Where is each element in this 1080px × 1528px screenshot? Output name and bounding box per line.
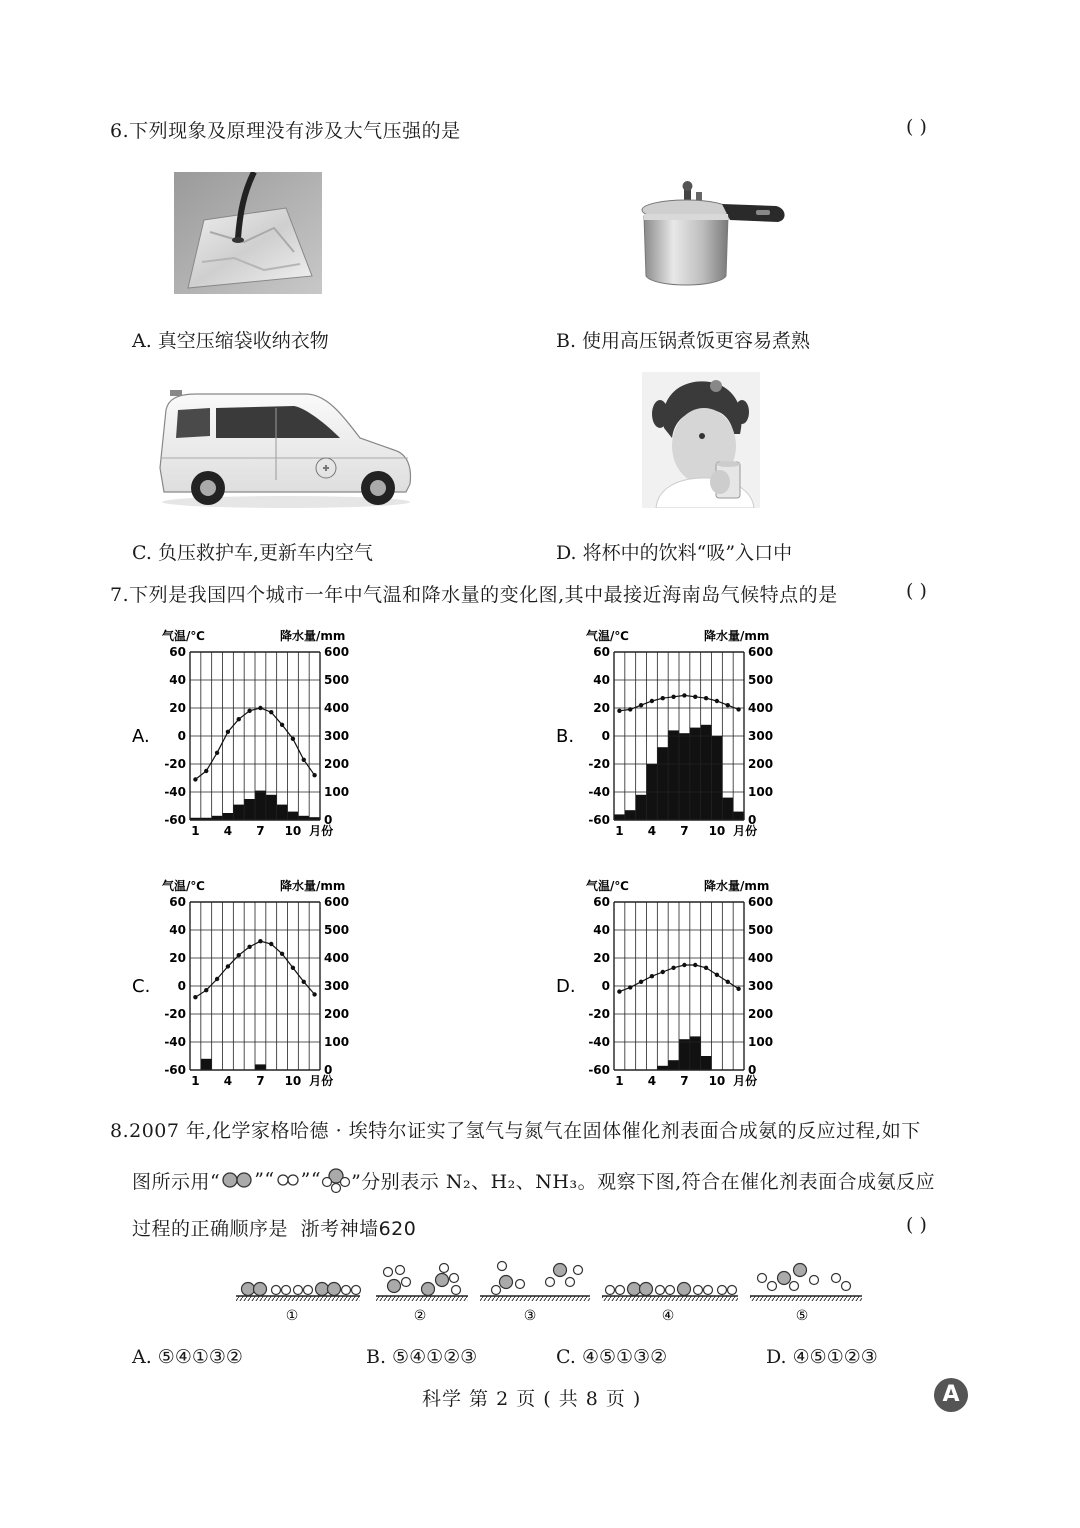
- temperature-point: [650, 699, 654, 703]
- temperature-tick-label: -40: [164, 785, 186, 799]
- temperature-tick-label: 0: [601, 979, 610, 993]
- month-tick-label: 1: [615, 824, 624, 838]
- precipitation-bar: [668, 730, 679, 820]
- climograph-svg: [130, 876, 360, 1096]
- precipitation-bar: [277, 805, 288, 820]
- month-tick-label: 10: [284, 824, 302, 838]
- nh3-molecule-icon: [321, 1166, 351, 1194]
- temperature-point: [193, 995, 197, 999]
- month-tick-label: 10: [284, 1074, 302, 1088]
- temperature-point: [215, 977, 219, 981]
- month-tick-label: 1: [191, 824, 200, 838]
- vacuum-bag-image: [174, 172, 322, 294]
- q8-stem-line1: 8.2007 年,化学家格哈德 · 埃特尔证实了氢气与氮气在固体催化剂表面合成氨的反应过程,如下: [110, 1120, 921, 1142]
- precipitation-tick-label: 400: [324, 701, 350, 715]
- precipitation-tick-label: 400: [748, 701, 774, 715]
- temperature-point: [204, 988, 208, 992]
- precipitation-tick-label: 600: [748, 895, 774, 909]
- q8-stem-line3: [132, 1214, 416, 1241]
- temperature-tick-label: 60: [169, 895, 186, 909]
- h2-molecule-icon: [275, 1170, 301, 1190]
- temperature-tick-label: 0: [601, 729, 610, 743]
- climograph-b: [554, 626, 784, 846]
- climograph-svg: [554, 876, 784, 1096]
- precipitation-tick-label: 600: [324, 645, 350, 659]
- temperature-point: [312, 773, 316, 777]
- temperature-point: [312, 992, 316, 996]
- temperature-tick-label: 60: [593, 645, 610, 659]
- precipitation-bar: [255, 1064, 266, 1070]
- step-1-surface: [236, 1296, 360, 1301]
- climograph-letter: A.: [132, 726, 150, 747]
- precipitation-tick-label: 200: [748, 757, 774, 771]
- temperature-point: [247, 709, 251, 713]
- temperature-tick-label: 20: [169, 951, 186, 965]
- precipitation-bar: [679, 1039, 690, 1070]
- temperature-point: [715, 699, 719, 703]
- temperature-point: [280, 723, 284, 727]
- temperature-point: [226, 730, 230, 734]
- month-tick-label: 10: [708, 1074, 726, 1088]
- month-tick-label: 4: [223, 1074, 233, 1088]
- temperature-axis-title: 气温/℃: [586, 879, 629, 893]
- climograph-letter: C.: [132, 976, 151, 997]
- month-axis-unit: 月份: [309, 1074, 334, 1088]
- precipitation-bar: [712, 736, 723, 820]
- temperature-tick-label: -40: [588, 785, 610, 799]
- watermark-text: 浙考神墙620: [300, 1218, 417, 1240]
- n2-molecule-icon: [220, 1170, 254, 1190]
- temperature-point: [736, 987, 740, 991]
- q8-answer-paren: ( ): [906, 1214, 927, 1236]
- precipitation-axis-title: 降水量/mm: [704, 629, 770, 643]
- temperature-tick-label: -60: [588, 813, 610, 827]
- temperature-point: [704, 966, 708, 970]
- q8-option-b: B. ⑤④①②③: [366, 1346, 478, 1368]
- temperature-tick-label: 0: [177, 729, 186, 743]
- precipitation-bar: [636, 795, 647, 820]
- temperature-point: [204, 769, 208, 773]
- temperature-tick-label: -20: [588, 1007, 610, 1021]
- q8-line2-part-d: ”分别表示 N₂、H₂、NH₃。观察下图,符合在催化剂表面合成氨反应: [351, 1170, 936, 1193]
- temperature-point: [269, 710, 273, 714]
- climograph-svg: [554, 626, 784, 846]
- temperature-tick-label: -40: [164, 1035, 186, 1049]
- precipitation-bar: [722, 798, 733, 820]
- month-tick-label: 4: [647, 824, 657, 838]
- month-tick-label: 10: [708, 824, 726, 838]
- temperature-point: [693, 695, 697, 699]
- precipitation-tick-label: 600: [324, 895, 350, 909]
- temperature-point: [193, 777, 197, 781]
- climograph-letter: B.: [556, 726, 575, 747]
- temperature-axis-title: 气温/℃: [586, 629, 629, 643]
- precipitation-tick-label: 500: [324, 923, 350, 937]
- precipitation-bar: [244, 799, 255, 820]
- q8-option-a: A. ⑤④①③②: [132, 1346, 243, 1368]
- paper-version-badge: A: [934, 1378, 968, 1412]
- precipitation-bar: [668, 1060, 679, 1070]
- temperature-point: [650, 974, 654, 978]
- precipitation-tick-label: 0: [324, 813, 333, 827]
- precipitation-bar: [657, 747, 668, 820]
- step-2-label: ②: [413, 1308, 427, 1324]
- temperature-point: [617, 989, 621, 993]
- precipitation-tick-label: 400: [748, 951, 774, 965]
- precipitation-bar: [266, 795, 277, 820]
- temperature-point: [280, 952, 284, 956]
- temperature-tick-label: -20: [164, 1007, 186, 1021]
- precipitation-tick-label: 500: [324, 673, 350, 687]
- precipitation-tick-label: 200: [748, 1007, 774, 1021]
- precipitation-tick-label: 0: [324, 1063, 333, 1077]
- month-tick-label: 7: [256, 1074, 265, 1088]
- precipitation-tick-label: 400: [324, 951, 350, 965]
- ambulance-image: [156, 388, 416, 512]
- precipitation-axis-title: 降水量/mm: [280, 629, 346, 643]
- temperature-point: [226, 964, 230, 968]
- precipitation-bar: [701, 1056, 712, 1070]
- precipitation-bar: [201, 1059, 212, 1070]
- temperature-point: [291, 966, 295, 970]
- precipitation-bar: [614, 814, 625, 820]
- precipitation-bar: [690, 728, 701, 820]
- month-tick-label: 1: [615, 1074, 624, 1088]
- precipitation-tick-label: 100: [324, 1035, 350, 1049]
- temperature-point: [661, 696, 665, 700]
- climograph-letter: D.: [556, 976, 576, 997]
- precipitation-tick-label: 300: [324, 729, 350, 743]
- temperature-point: [671, 966, 675, 970]
- temperature-tick-label: -60: [164, 1063, 186, 1077]
- precipitation-tick-label: 500: [748, 673, 774, 687]
- temperature-point: [639, 980, 643, 984]
- temperature-point: [617, 709, 621, 713]
- q6-option-c: C. 负压救护车,更新车内空气: [132, 542, 373, 564]
- month-tick-label: 4: [647, 1074, 657, 1088]
- q6-answer-paren: ( ): [906, 116, 927, 138]
- month-axis-unit: 月份: [733, 824, 758, 838]
- temperature-point: [628, 707, 632, 711]
- q6-stem: 6.下列现象及原理没有涉及大气压强的是: [110, 120, 461, 142]
- step-1-label: ①: [285, 1308, 299, 1324]
- precipitation-axis-title: 降水量/mm: [704, 879, 770, 893]
- temperature-point: [639, 703, 643, 707]
- month-tick-label: 4: [223, 824, 233, 838]
- temperature-axis-title: 气温/℃: [162, 629, 205, 643]
- precipitation-bar: [223, 813, 234, 820]
- temperature-tick-label: 40: [169, 923, 186, 937]
- temperature-point: [726, 980, 730, 984]
- temperature-tick-label: 20: [169, 701, 186, 715]
- temperature-point: [302, 980, 306, 984]
- q8-stem-line2: [132, 1166, 935, 1194]
- precipitation-bar: [233, 805, 244, 820]
- precipitation-tick-label: 300: [748, 979, 774, 993]
- precipitation-tick-label: 100: [324, 785, 350, 799]
- page-footer: 科学 第 2 页 ( 共 8 页 ): [422, 1388, 642, 1410]
- precipitation-tick-label: 500: [748, 923, 774, 937]
- precipitation-tick-label: 600: [748, 645, 774, 659]
- temperature-tick-label: -20: [164, 757, 186, 771]
- temperature-axis-title: 气温/℃: [162, 879, 205, 893]
- climograph-svg: [130, 626, 360, 846]
- precipitation-bar: [701, 725, 712, 820]
- q7-answer-paren: ( ): [906, 580, 927, 602]
- step-5-label: ⑤: [795, 1308, 809, 1324]
- temperature-point: [704, 696, 708, 700]
- temperature-tick-label: 20: [593, 951, 610, 965]
- precipitation-tick-label: 200: [324, 757, 350, 771]
- temperature-tick-label: 40: [593, 673, 610, 687]
- temperature-point: [291, 737, 295, 741]
- temperature-point: [693, 963, 697, 967]
- temperature-point: [258, 706, 262, 710]
- step-3-surface: [480, 1296, 590, 1301]
- temperature-point: [237, 953, 241, 957]
- temperature-point: [671, 695, 675, 699]
- precipitation-bar: [288, 812, 299, 820]
- temperature-tick-label: 20: [593, 701, 610, 715]
- climograph-a: [130, 626, 360, 846]
- q6-option-d: D. 将杯中的饮料“吸”入口中: [556, 542, 793, 564]
- temperature-point: [726, 703, 730, 707]
- temperature-point: [269, 942, 273, 946]
- step-2-surface: [376, 1296, 468, 1301]
- q7-stem: 7.下列是我国四个城市一年中气温和降水量的变化图,其中最接近海南岛气候特点的是: [110, 584, 838, 606]
- temperature-point: [736, 707, 740, 711]
- temperature-tick-label: 40: [169, 673, 186, 687]
- q8-option-c: C. ④⑤①③②: [556, 1346, 668, 1368]
- q8-line2-part-a: 图所示用“: [132, 1170, 221, 1193]
- pressure-cooker-image: [638, 180, 790, 292]
- month-tick-label: 7: [256, 824, 265, 838]
- precipitation-tick-label: 100: [748, 785, 774, 799]
- temperature-tick-label: 60: [593, 895, 610, 909]
- climograph-d: [554, 876, 784, 1096]
- temperature-point: [682, 693, 686, 697]
- q6-option-b: B. 使用高压锅煮饭更容易煮熟: [556, 330, 811, 352]
- temperature-point: [258, 939, 262, 943]
- precipitation-tick-label: 0: [748, 813, 757, 827]
- climograph-c: [130, 876, 360, 1096]
- reaction-steps-diagram: [230, 1256, 870, 1328]
- q6-option-a: A. 真空压缩袋收纳衣物: [132, 330, 329, 352]
- temperature-point: [682, 963, 686, 967]
- temperature-tick-label: -20: [588, 757, 610, 771]
- temperature-point: [215, 751, 219, 755]
- precipitation-tick-label: 300: [324, 979, 350, 993]
- month-axis-unit: 月份: [309, 824, 334, 838]
- precipitation-bar: [625, 810, 636, 820]
- precipitation-bar: [733, 812, 744, 820]
- q8-line3-text: 过程的正确顺序是: [132, 1218, 289, 1240]
- temperature-point: [247, 945, 251, 949]
- q8-line2-part-c: ”“: [300, 1169, 322, 1191]
- temperature-tick-label: -40: [588, 1035, 610, 1049]
- step-4-label: ④: [661, 1308, 675, 1324]
- month-tick-label: 7: [680, 824, 689, 838]
- step-3-label: ③: [523, 1308, 537, 1324]
- precipitation-axis-title: 降水量/mm: [280, 879, 346, 893]
- temperature-tick-label: 60: [169, 645, 186, 659]
- month-axis-unit: 月份: [733, 1074, 758, 1088]
- temperature-tick-label: -60: [588, 1063, 610, 1077]
- temperature-point: [715, 973, 719, 977]
- precipitation-bar: [679, 733, 690, 820]
- month-tick-label: 7: [680, 1074, 689, 1088]
- temperature-tick-label: 0: [177, 979, 186, 993]
- precipitation-tick-label: 0: [748, 1063, 757, 1077]
- precipitation-tick-label: 200: [324, 1007, 350, 1021]
- step-5-surface: [750, 1296, 862, 1301]
- precipitation-bar: [690, 1036, 701, 1070]
- precipitation-tick-label: 100: [748, 1035, 774, 1049]
- precipitation-tick-label: 300: [748, 729, 774, 743]
- girl-drinking-image: [642, 372, 760, 508]
- temperature-point: [302, 758, 306, 762]
- temperature-point: [661, 970, 665, 974]
- step-4-surface: [602, 1296, 738, 1301]
- temperature-point: [628, 985, 632, 989]
- month-tick-label: 1: [191, 1074, 200, 1088]
- q8-line2-part-b: ”“: [254, 1169, 275, 1191]
- q8-option-d: D. ④⑤①②③: [766, 1346, 878, 1368]
- precipitation-bar: [255, 791, 266, 820]
- temperature-tick-label: 40: [593, 923, 610, 937]
- temperature-tick-label: -60: [164, 813, 186, 827]
- temperature-point: [237, 717, 241, 721]
